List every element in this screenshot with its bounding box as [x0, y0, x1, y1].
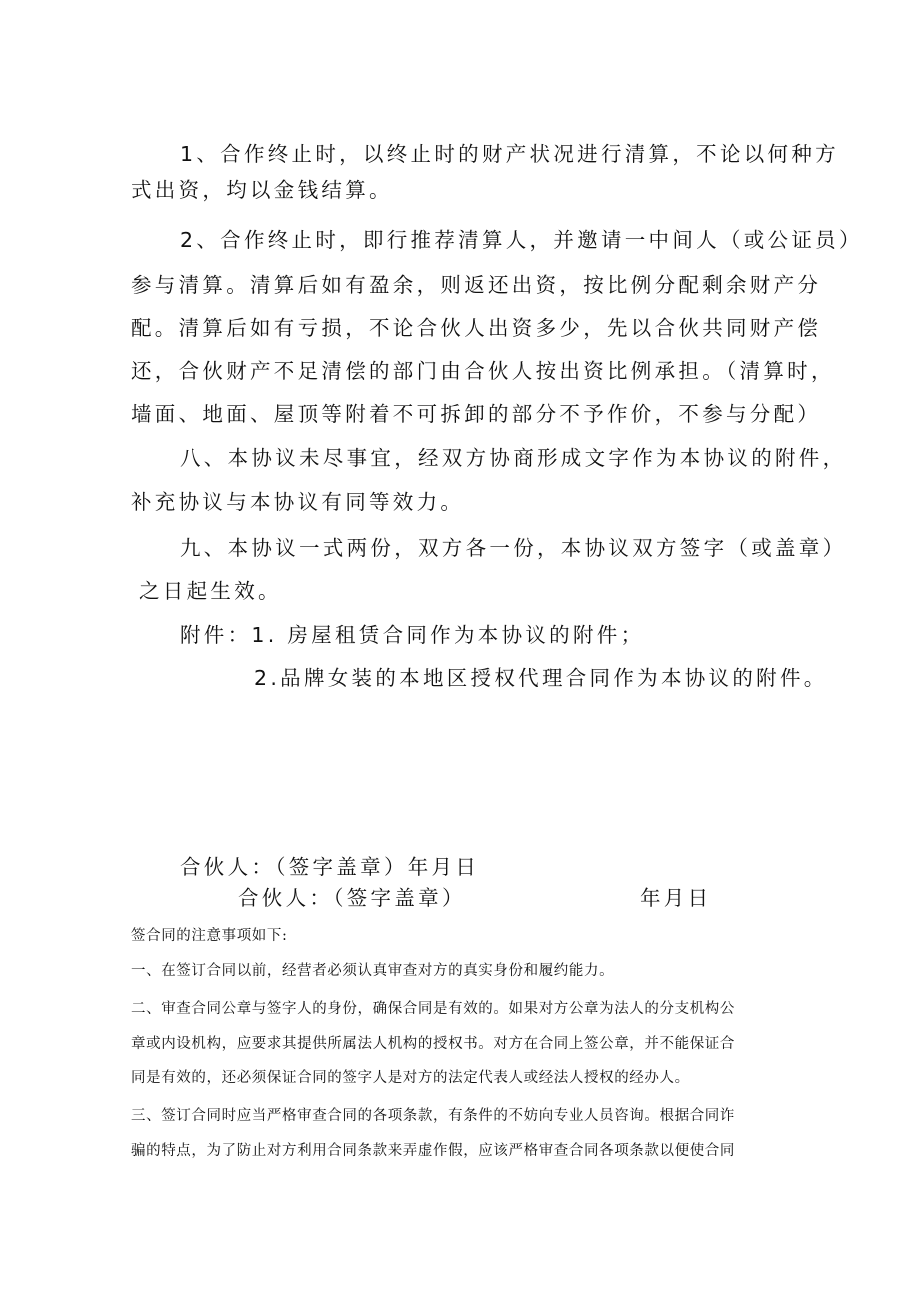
notes-item-2-line-3: 同是有效的，还必须保证合同的签字人是对方的法定代表人或经法人授权的经办人。 [131, 1070, 690, 1086]
clause-9-line-2: 之日起生效。 [139, 579, 282, 603]
clause-8-line-2: 补充协议与本协议有同等效力。 [131, 490, 465, 514]
notes-item-1: 一、在签订合同以前，经营者必须认真审查对方的真实身份和履约能力。 [131, 963, 615, 979]
notes-item-3-line-2: 骗的特点，为了防止对方利用合同条款来弄虚作假，应该严格审查合同各项条款以便使合同 [131, 1143, 735, 1159]
clause-9-line-1: 九、本协议一式两份，双方各一份，本协议双方签字（或盖章） [180, 536, 847, 560]
signature-line-1: 合伙人：（签字盖章）年月日 [180, 855, 480, 879]
signature-line-2-date: 年月日 [640, 886, 712, 910]
clause-2-line-5: 墙面、地面、屋顶等附着不可拆卸的部分不予作价，不参与分配） [131, 402, 822, 426]
clause-2-line-2: 参与清算。清算后如有盈余，则返还出资，按比例分配剩余财产分 [131, 273, 822, 297]
clause-8-line-1: 八、本协议未尽事宜，经双方协商形成文字作为本协议的附件， [180, 446, 847, 470]
attachment-2: 2.品牌女装的本地区授权代理合同作为本协议的附件。 [254, 666, 828, 690]
notes-item-2-line-2: 章或内设机构，应要求其提供所属法人机构的授权书。对方在合同上签公章，并不能保证合 [131, 1036, 735, 1052]
clause-2-line-1: 2、合作终止时，即行推荐清算人，并邀请一中间人（或公证员） [180, 228, 863, 252]
clause-2-line-3: 配。清算后如有亏损，不论合伙人出资多少，先以合伙共同财产偿 [131, 316, 822, 340]
signature-line-2-label: 合伙人：（签字盖章） [238, 886, 466, 910]
notes-item-2-line-1: 二、审查合同公章与签字人的身份，确保合同是有效的。如果对方公章为法人的分支机构公 [131, 1001, 735, 1017]
clause-1-line-1: 1、合作终止时，以终止时的财产状况进行清算，不论以何种方 [180, 142, 839, 166]
attachment-1: 附件：1. 房屋租赁合同作为本协议的附件； [180, 623, 645, 647]
notes-heading: 签合同的注意事项如下: [131, 928, 288, 944]
clause-2-line-4: 还，合伙财产不足清偿的部门由合伙人按出资比例承担。（清算时， [131, 359, 835, 383]
clause-1-line-2: 式出资，均以金钱结算。 [131, 178, 393, 202]
notes-item-3-line-1: 三、签订合同时应当严格审查合同的各项条款，有条件的不妨向专业人员咨询。根据合同诈 [131, 1108, 735, 1124]
